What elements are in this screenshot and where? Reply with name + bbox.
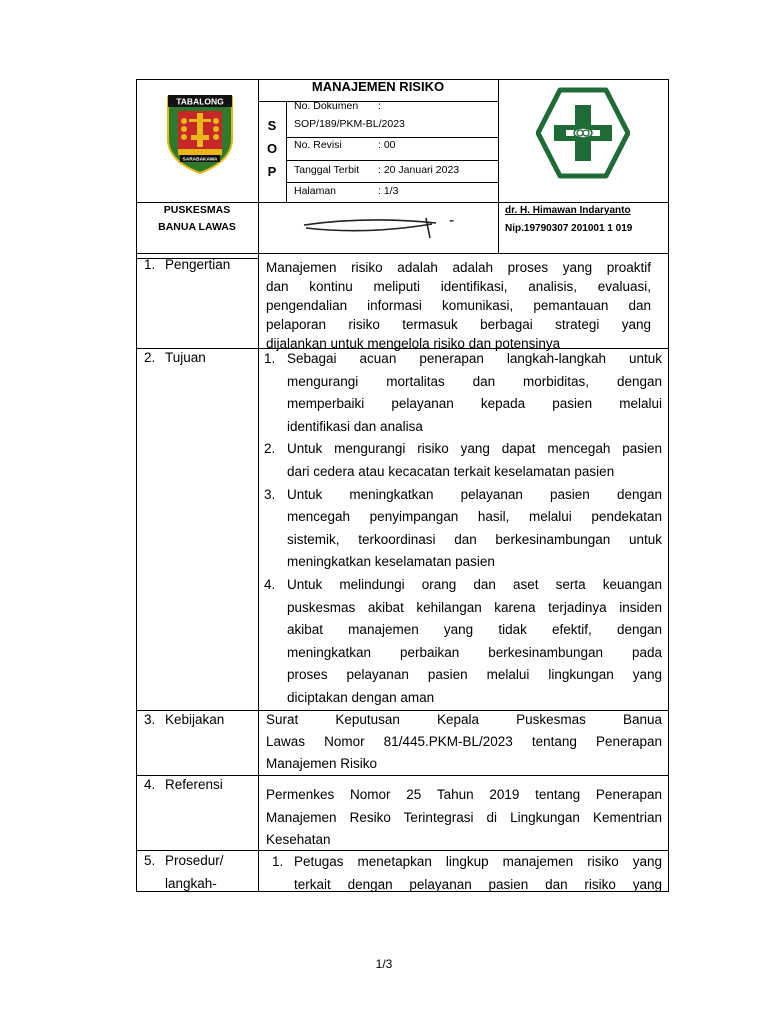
page-number: 1/3 [375,957,393,971]
list-item: 1. Petugas menetapkan lingkup manajemen risiko yang terkait dengan pelayanan pasien dan risiko yang [272,854,662,892]
kebijakan-text: Surat Keputusan Kepala Puskesmas Banua Lawas Nomor 81/445.PKM-BL/2023 tentang Penerapan Manajemen Risiko [266,712,662,771]
section-num-1: 1. [144,257,156,272]
svg-text:TABALONG: TABALONG [176,96,224,107]
list-item: 4. Untuk melindungi orang dan aset serta keuangan puskesmas akibat kehilangan karena terjadinya insiden akibat manajemen yang tidak efektif, dengan meningkatkan perbaikan berkesinambungan pada proses pelayanan pasien melalui lingkungan yang diciptakan dengan aman [264,576,662,705]
section-num-4: 4. [144,777,156,792]
page-label: Halaman [294,185,337,197]
section-label-prosedur-2: langkah- [165,876,217,891]
sop-letter-o: O [266,141,278,156]
signer-name: dr. H. Himawan Indaryanto [505,205,631,216]
signature-dash: - [449,212,455,229]
section-label-referensi: Referensi [165,777,223,792]
referensi-text: Permenkes Nomor 25 Tahun 2019 tentang Penerapan Manajemen Resiko Terintegrasi di Lingkungan Kementrian Kesehatan [266,787,662,847]
tujuan-list [264,348,662,710]
prosedur-list [272,850,662,896]
revision-label: No. Revisi [294,139,342,151]
issue-date-value: : 20 Januari 2023 [378,164,460,176]
page-value: : 1/3 [378,185,399,197]
section-num-3: 3. [144,712,156,727]
revision-value: : 00 [378,139,396,151]
org-line-2: BANUA LAWAS [158,221,236,233]
puskesmas-logo [536,87,630,179]
section-label-prosedur: Prosedur/ [165,853,224,868]
sop-letter-s: S [267,118,277,133]
org-line-1: PUSKESMAS [163,204,231,216]
doc-no-colon: : [378,100,381,112]
section-num-5: 5. [144,853,156,868]
section-label-pengertian: Pengertian [165,257,231,272]
list-item: 3. Untuk meningkatkan pelayanan pasien dengan mencegah penyimpangan hasil, melalui pendekatan sistemik, terkoordinasi dan berkesinambungan untuk meningkatkan keselamatan pasien [264,486,662,570]
issue-date-label: Tanggal Terbit [294,164,360,176]
signature [296,210,446,246]
page-title: MANAJEMEN RISIKO [311,79,445,94]
section-label-kebijakan: Kebijakan [165,712,225,727]
doc-no-label: No. Dokumen [294,100,359,112]
section-num-2: 2. [144,350,156,365]
doc-no-value: SOP/189/PKM-BL/2023 [294,118,405,130]
svg-text:SARABAKAWA: SARABAKAWA [182,157,218,163]
section-label-tujuan: Tujuan [165,350,206,365]
list-item: 2. Untuk mengurangi risiko yang dapat mencegah pasien dari cedera atau kecacatan terkait keselamatan pasien [264,441,662,479]
list-item: 1. Sebagai acuan penerapan langkah-langkah untuk mengurangi mortalitas dan morbiditas, dengan memperbaiki pelayanan kepada pasien melalui identifikasi dan analisa [264,351,662,434]
signer-nip: Nip.19790307 201001 1 019 [505,223,633,234]
pengertian-text: Manajemen risiko adalah adalah proses yang proaktif dan kontinu meliputi identifikasi, analisis, evaluasi, pengendalian informasi komunikasi, pemantauan dan pelaporan risiko termasuk berbagai strategi yang dijalankan untuk mengelola risiko dan potensinya [266,260,651,351]
tabalong-emblem [164,91,236,175]
sop-letter-p: P [267,164,277,179]
